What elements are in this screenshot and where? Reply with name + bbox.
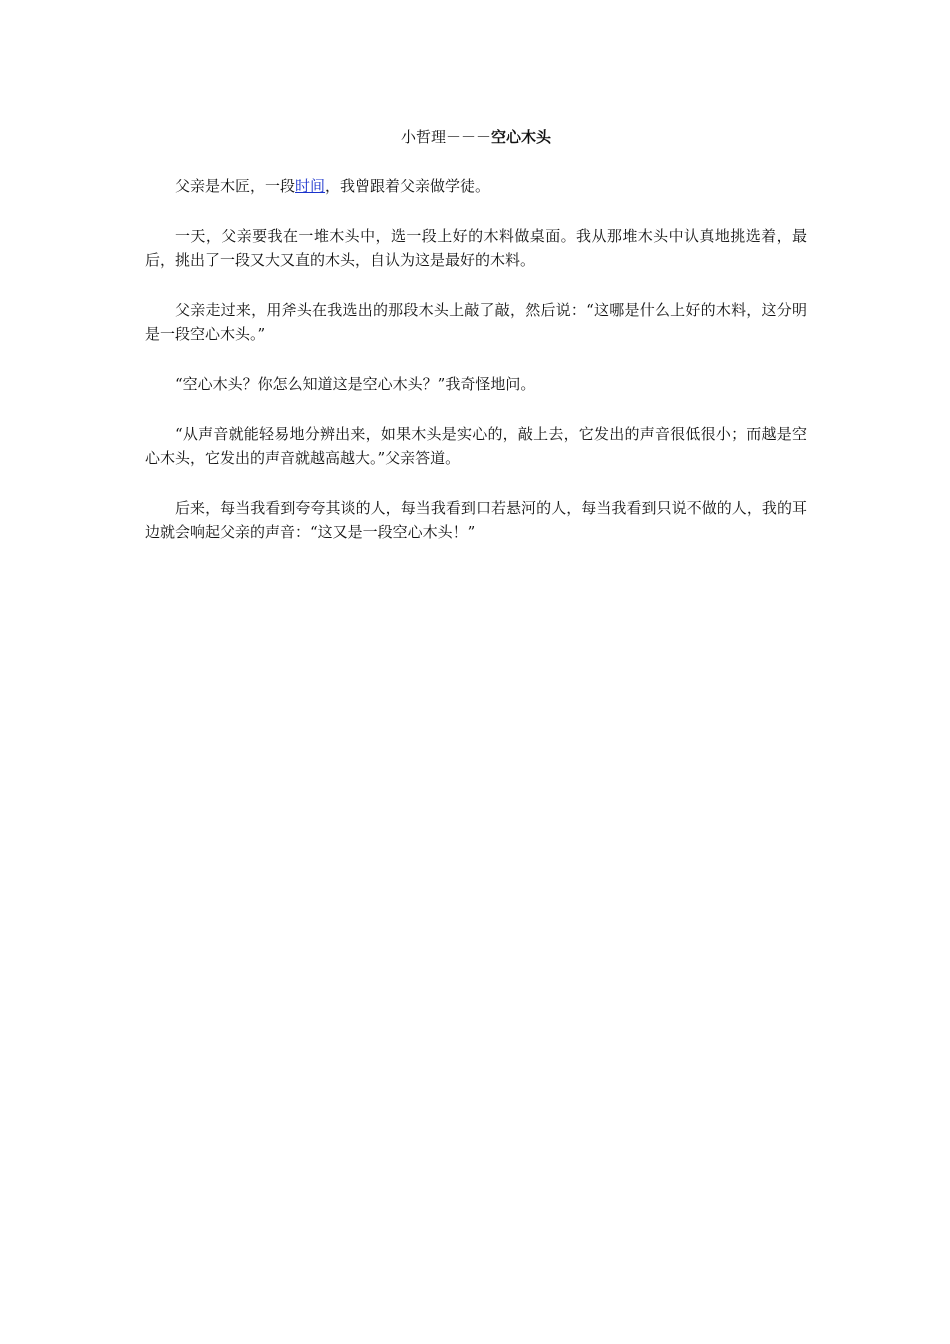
time-link[interactable]: 时间	[295, 177, 326, 195]
paragraph-1-before: 父亲是木匠，一段	[175, 177, 296, 195]
paragraph-6: 后来，每当我看到夸夸其谈的人，每当我看到口若悬河的人，每当我看到只说不做的人，我的耳边就会响起父亲的声音：“这又是一段空心木头！”	[145, 499, 807, 541]
paragraph-1-after: ，我曾跟着父亲做学徒。	[325, 177, 491, 195]
title-prefix: 小哲理－－－	[400, 128, 491, 146]
paragraph-2: 一天，父亲要我在一堆木头中，选一段上好的木料做桌面。我从那堆木头中认真地挑选着，最后，挑出了一段又大又直的木头，自认为这是最好的木料。	[145, 227, 807, 269]
paragraph-3: 父亲走过来，用斧头在我选出的那段木头上敲了敲，然后说：“这哪是什么上好的木料，这分明是一段空心木头。”	[145, 301, 807, 343]
paragraph-5: “从声音就能轻易地分辨出来，如果木头是实心的，敲上去，它发出的声音很低很小；而越是空心木头，它发出的声音就越高越大。”父亲答道。	[145, 425, 807, 467]
document-page	[145, 124, 807, 570]
paragraph-4: “空心木头？你怎么知道这是空心木头？”我奇怪地问。	[175, 375, 536, 393]
paragraph-1	[145, 174, 807, 198]
page-title	[145, 124, 807, 150]
title-emphasis: 空心木头	[491, 128, 552, 146]
